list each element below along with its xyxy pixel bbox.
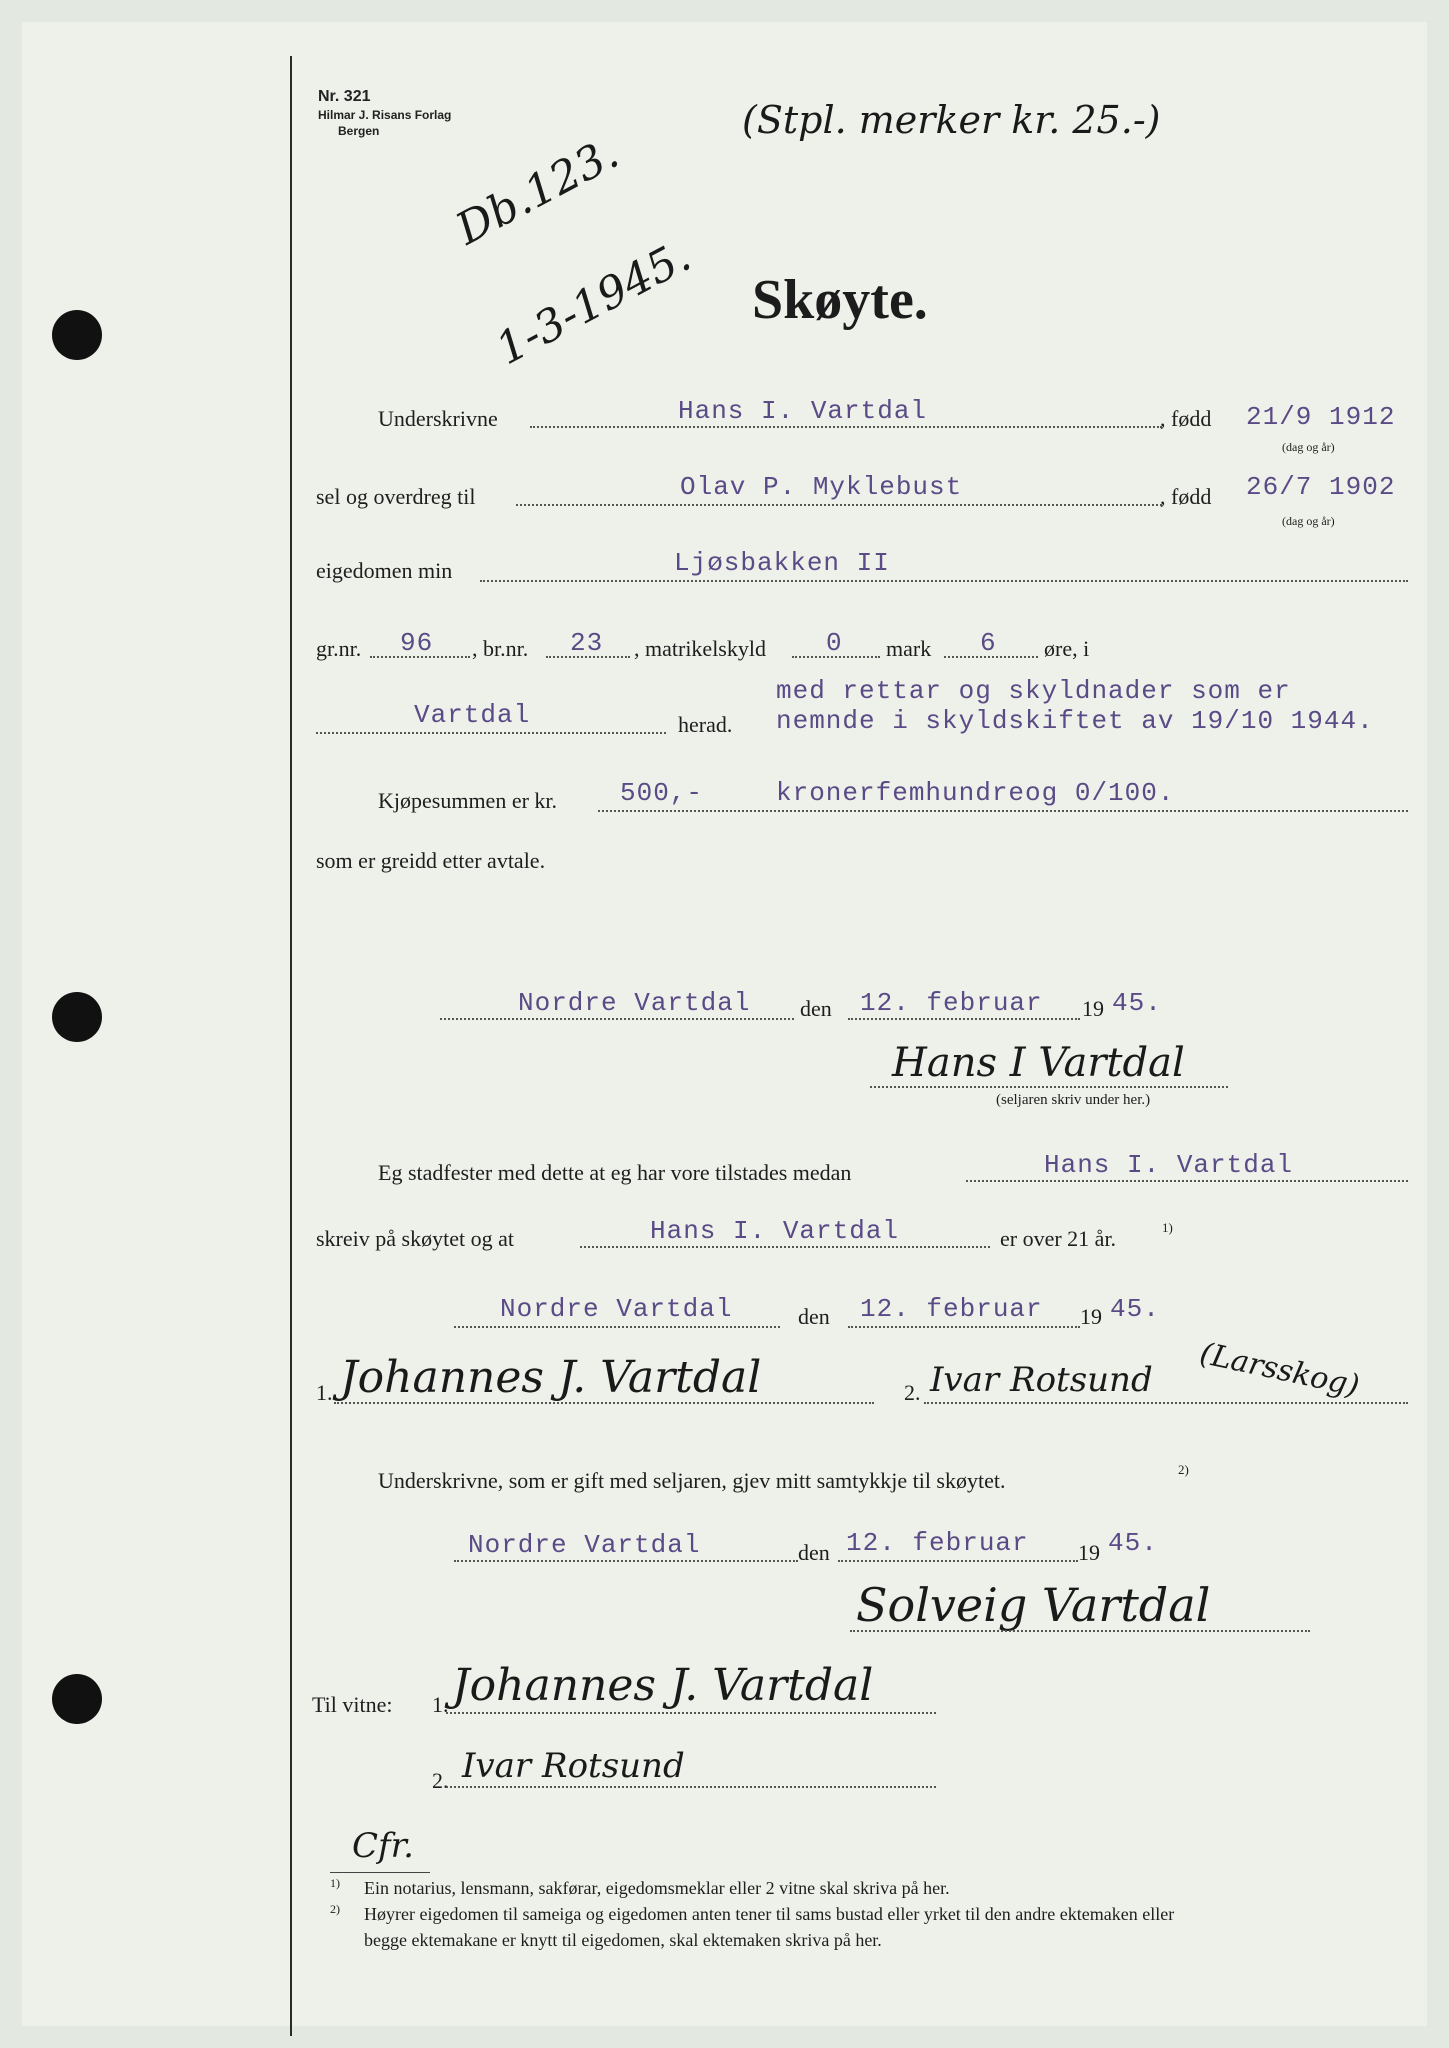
seller-date-place: Nordre Vartdal	[518, 988, 751, 1018]
initials: Cfr.	[352, 1826, 414, 1866]
born-label: , fødd	[1160, 484, 1212, 509]
dotted-line	[446, 1712, 936, 1714]
herad-note-2: nemnde i skyldskiftet av 19/10 1944.	[776, 706, 1374, 736]
herad-place: Vartdal	[414, 700, 531, 730]
dotted-line	[516, 504, 1162, 506]
property-label: eigedomen min	[316, 558, 453, 583]
margin-line	[290, 56, 292, 2036]
dotted-line	[316, 732, 666, 734]
punch-hole	[52, 1674, 102, 1724]
year-suffix: 45.	[1108, 1528, 1158, 1558]
mark-value: 0	[826, 628, 843, 658]
dotted-line	[334, 1402, 874, 1404]
date-hint: (dag og år)	[1282, 440, 1335, 454]
form-number: Nr. 321	[318, 88, 371, 105]
matrikkel-label: , matrikelskyld	[634, 636, 766, 661]
seller-name: Hans I. Vartdal	[678, 396, 928, 426]
witness-signature-2: Ivar Rotsund	[930, 1360, 1153, 1400]
mark-label: mark	[886, 636, 932, 661]
dotted-line	[848, 1018, 1080, 1020]
dotted-line	[580, 1246, 990, 1248]
document-title: Skøyte.	[752, 269, 928, 331]
til-vitne-signature-2: Ivar Rotsund	[462, 1746, 685, 1786]
seller-date: 12. februar	[860, 988, 1043, 1018]
year-suffix: 45.	[1112, 988, 1162, 1018]
spouse-date: 12. februar	[846, 1528, 1029, 1558]
witness-date: 12. februar	[860, 1294, 1043, 1324]
ore-value: 6	[980, 628, 997, 658]
price-amount: 500,-	[620, 778, 704, 808]
witness-statement-name2: Hans I. Vartdal	[650, 1216, 900, 1246]
dotted-line	[454, 1326, 780, 1328]
dotted-line	[870, 1086, 1228, 1088]
seller-label: Underskrivne	[378, 406, 498, 431]
stamp-note-annotation: (Stpl. merker kr. 25.-)	[742, 98, 1161, 142]
price-words: kronerfemhundreog 0/100.	[776, 778, 1175, 808]
til-vitne-number-2: 2.	[432, 1768, 449, 1793]
witness-statement-line2: skreiv på skøytet og at	[316, 1226, 514, 1251]
til-vitne-label: Til vitne:	[312, 1692, 393, 1717]
footnote-ref-1: 1)	[1162, 1220, 1173, 1235]
herad-label: herad.	[678, 712, 733, 737]
witness-statement-name1: Hans I. Vartdal	[1044, 1150, 1294, 1180]
herad-note-1: med rettar og skyldnader som er	[776, 676, 1291, 706]
dotted-line	[838, 1560, 1078, 1562]
property-name: Ljøsbakken II	[674, 548, 890, 578]
dotted-line	[598, 810, 1408, 812]
til-vitne-number-1: 1.	[432, 1692, 449, 1717]
document-page	[22, 22, 1427, 2026]
spouse-signature: Solveig Vartdal	[856, 1578, 1211, 1632]
paid-statement: som er greidd etter avtale.	[316, 848, 546, 873]
dotted-line	[530, 426, 1162, 428]
seller-sign-caption: (seljaren skriv under her.)	[996, 1092, 1151, 1108]
dotted-line	[446, 1786, 936, 1788]
date-annotation: 1-3-1945.	[488, 230, 699, 376]
footnote-separator	[330, 1872, 430, 1873]
den-label: den	[798, 1540, 830, 1565]
footnote-ref-2: 2)	[1178, 1462, 1189, 1477]
witness-statement-line1: Eg stadfester med dette at eg har vore tilstades medan	[378, 1160, 852, 1185]
grnr-label: gr.nr.	[316, 636, 362, 661]
dotted-line	[848, 1326, 1080, 1328]
footnote-1: Ein notarius, lensmann, sakførar, eigedomsmeklar eller 2 vitne skal skriva på her.	[364, 1878, 950, 1898]
punch-hole	[52, 310, 102, 360]
witness-date-place: Nordre Vartdal	[500, 1294, 733, 1324]
footnote-2-line1: Høyrer eigedomen til sameiga og eigedomen anten tener til sams bustad eller yrket til den andre ektemaken eller	[364, 1904, 1175, 1924]
dotted-line	[924, 1402, 1408, 1404]
dotted-line	[966, 1180, 1408, 1182]
buyer-name: Olav P. Myklebust	[680, 472, 963, 502]
born-label: , fødd	[1160, 406, 1212, 431]
publisher-city: Bergen	[338, 124, 380, 138]
year-prefix: 19	[1078, 1540, 1100, 1565]
age-statement: er over 21 år.	[1000, 1226, 1117, 1251]
den-label: den	[800, 996, 832, 1021]
year-suffix: 45.	[1110, 1294, 1160, 1324]
witness-note-2: (Larsskog)	[1196, 1336, 1363, 1404]
publisher-name: Hilmar J. Risans Forlag	[318, 108, 452, 122]
seller-signature: Hans I Vartdal	[892, 1040, 1185, 1086]
date-hint: (dag og år)	[1282, 514, 1335, 528]
ore-label: øre, i	[1044, 636, 1090, 661]
buyer-born: 26/7 1902	[1246, 472, 1396, 502]
year-prefix: 19	[1080, 1304, 1102, 1329]
footnote-2-line2: begge ektemakane er knytt til eigedomen, skal ektemaken skriva på her.	[364, 1930, 882, 1950]
dotted-line	[440, 1018, 794, 1020]
spouse-statement: Underskrivne, som er gift med seljaren, gjev mitt samtykkje til skøytet.	[378, 1468, 1006, 1493]
spouse-date-place: Nordre Vartdal	[468, 1530, 701, 1560]
footnote-2-mark: 2)	[330, 1902, 340, 1916]
seller-born: 21/9 1912	[1246, 402, 1396, 432]
dotted-line	[480, 580, 1408, 582]
witness-number-2: 2.	[904, 1380, 921, 1405]
til-vitne-signature-1: Johannes J. Vartdal	[452, 1660, 874, 1711]
year-prefix: 19	[1082, 996, 1104, 1021]
price-label: Kjøpesummen er kr.	[378, 788, 558, 813]
reference-annotation: Db.123.	[448, 127, 627, 256]
dotted-line	[454, 1560, 798, 1562]
dotted-line	[850, 1630, 1310, 1632]
witness-signature-1: Johannes J. Vartdal	[340, 1352, 762, 1403]
punch-hole	[52, 992, 102, 1042]
brnr-value: 23	[570, 628, 604, 658]
buyer-label: sel og overdreg til	[316, 484, 476, 509]
grnr-value: 96	[400, 628, 434, 658]
footnote-1-mark: 1)	[330, 1876, 340, 1890]
den-label: den	[798, 1304, 830, 1329]
brnr-label: , br.nr.	[472, 636, 529, 661]
witness-number-1: 1.	[316, 1380, 333, 1405]
